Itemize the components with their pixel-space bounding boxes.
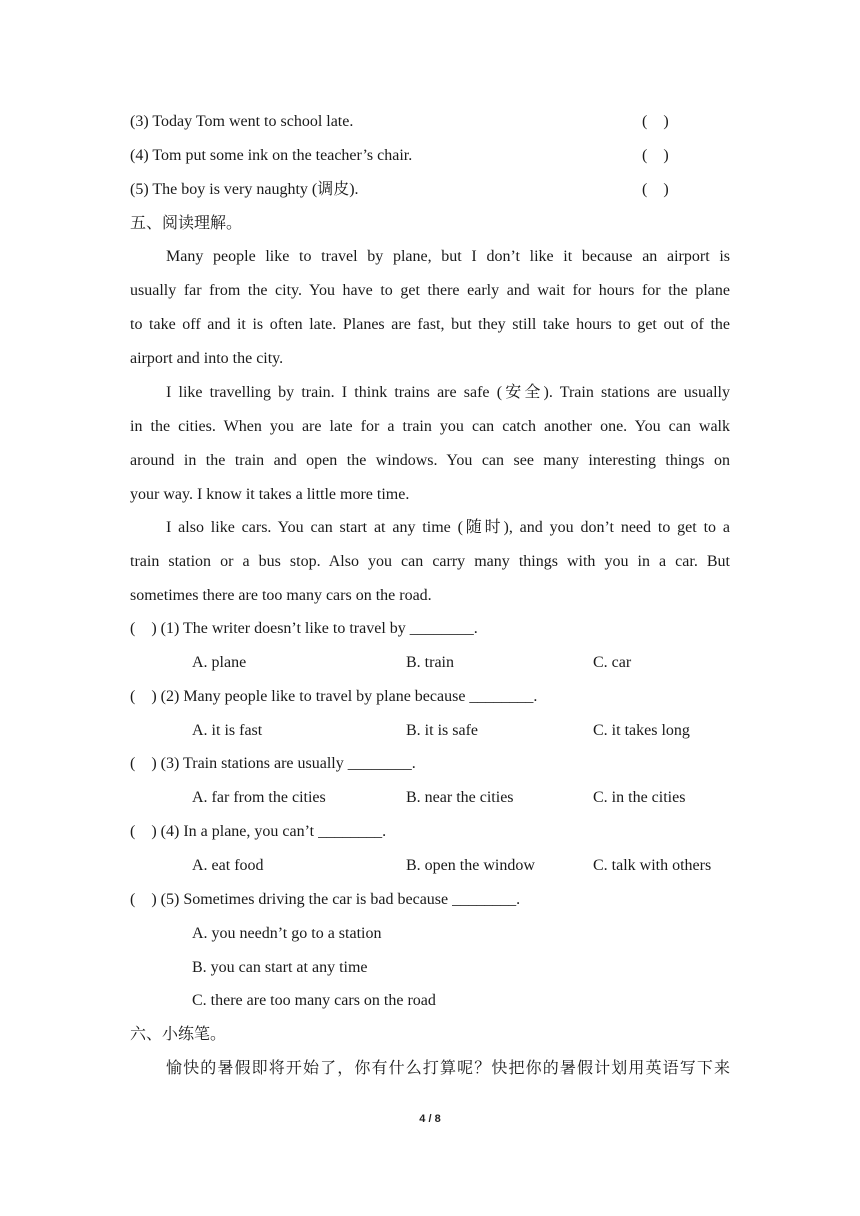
tf-item (130, 180, 730, 200)
option-c: C. there are too many cars on the road (192, 992, 436, 1009)
option-b: B. you can start at any time (192, 959, 368, 976)
option-b: B. train (406, 654, 454, 671)
section-heading: 五、阅读理解。 (130, 215, 243, 232)
passage-line: train station or a bus stop. Also you can carry many things with you in a car. But (130, 553, 730, 570)
question-stem: ( ) (1) The writer doesn’t like to travel by ________. (130, 620, 478, 637)
option-a: A. it is fast (192, 722, 263, 739)
question-stem: ( ) (4) In a plane, you can’t ________. (130, 823, 387, 840)
option-a: A. plane (192, 654, 247, 671)
option-c: C. it takes long (593, 722, 690, 739)
question-stem: ( ) (3) Train stations are usually ________. (130, 755, 416, 772)
option-a: A. you needn’t go to a station (192, 925, 382, 942)
answer-blank[interactable]: ( ) (642, 181, 669, 198)
passage-line: I like travelling by train. I think trains are safe (安全). Train stations are usually (166, 384, 730, 401)
passage-paragraph (130, 376, 730, 512)
passage-paragraph (130, 240, 730, 376)
option-c: C. car (593, 654, 632, 671)
passage-line: around in the train and open the windows. You can see many interesting things on (130, 452, 730, 469)
tf-item (130, 112, 730, 132)
option-a: A. far from the cities (192, 789, 326, 806)
passage-line: your way. I know it takes a little more time. (130, 486, 410, 503)
tf-item-text: (3) Today Tom went to school late. (130, 113, 354, 130)
option-b: B. near the cities (406, 789, 514, 806)
question-stem: ( ) (2) Many people like to travel by plane because ________. (130, 688, 538, 705)
question-stem: ( ) (5) Sometimes driving the car is bad because ________. (130, 891, 521, 908)
passage-line: airport and into the city. (130, 350, 284, 367)
passage-line: in the cities. When you are late for a train you can catch another one. You can walk (130, 418, 730, 435)
page-number: 4 / 8 (419, 1113, 441, 1125)
passage-line: I also like cars. You can start at any time (随时), and you don’t need to get to a (166, 519, 730, 536)
passage-paragraph (130, 511, 730, 613)
passage-line: Many people like to travel by plane, but I don’t like it because an airport is (166, 248, 730, 265)
passage-line: usually far from the city. You have to get there early and wait for hours for the plane (130, 282, 730, 299)
passage-line: sometimes there are too many cars on the road. (130, 587, 432, 604)
tf-item-text: (4) Tom put some ink on the teacher’s chair. (130, 147, 413, 164)
writing-prompt: 愉快的暑假即将开始了，你有什么打算呢？快把你的暑假计划用英语写下来 (166, 1060, 730, 1077)
answer-blank[interactable]: ( ) (642, 147, 669, 164)
section-heading: 六、小练笔。 (130, 1026, 227, 1043)
option-c: C. talk with others (593, 857, 712, 874)
option-b: B. open the window (406, 857, 535, 874)
answer-blank[interactable]: ( ) (642, 113, 669, 130)
tf-item (130, 146, 730, 166)
option-c: C. in the cities (593, 789, 686, 806)
passage-line: to take off and it is often late. Planes are fast, but they still take hours to get out of the (130, 316, 730, 333)
option-b: B. it is safe (406, 722, 478, 739)
option-a: A. eat food (192, 857, 264, 874)
tf-item-text: (5) The boy is very naughty (调皮). (130, 181, 359, 198)
